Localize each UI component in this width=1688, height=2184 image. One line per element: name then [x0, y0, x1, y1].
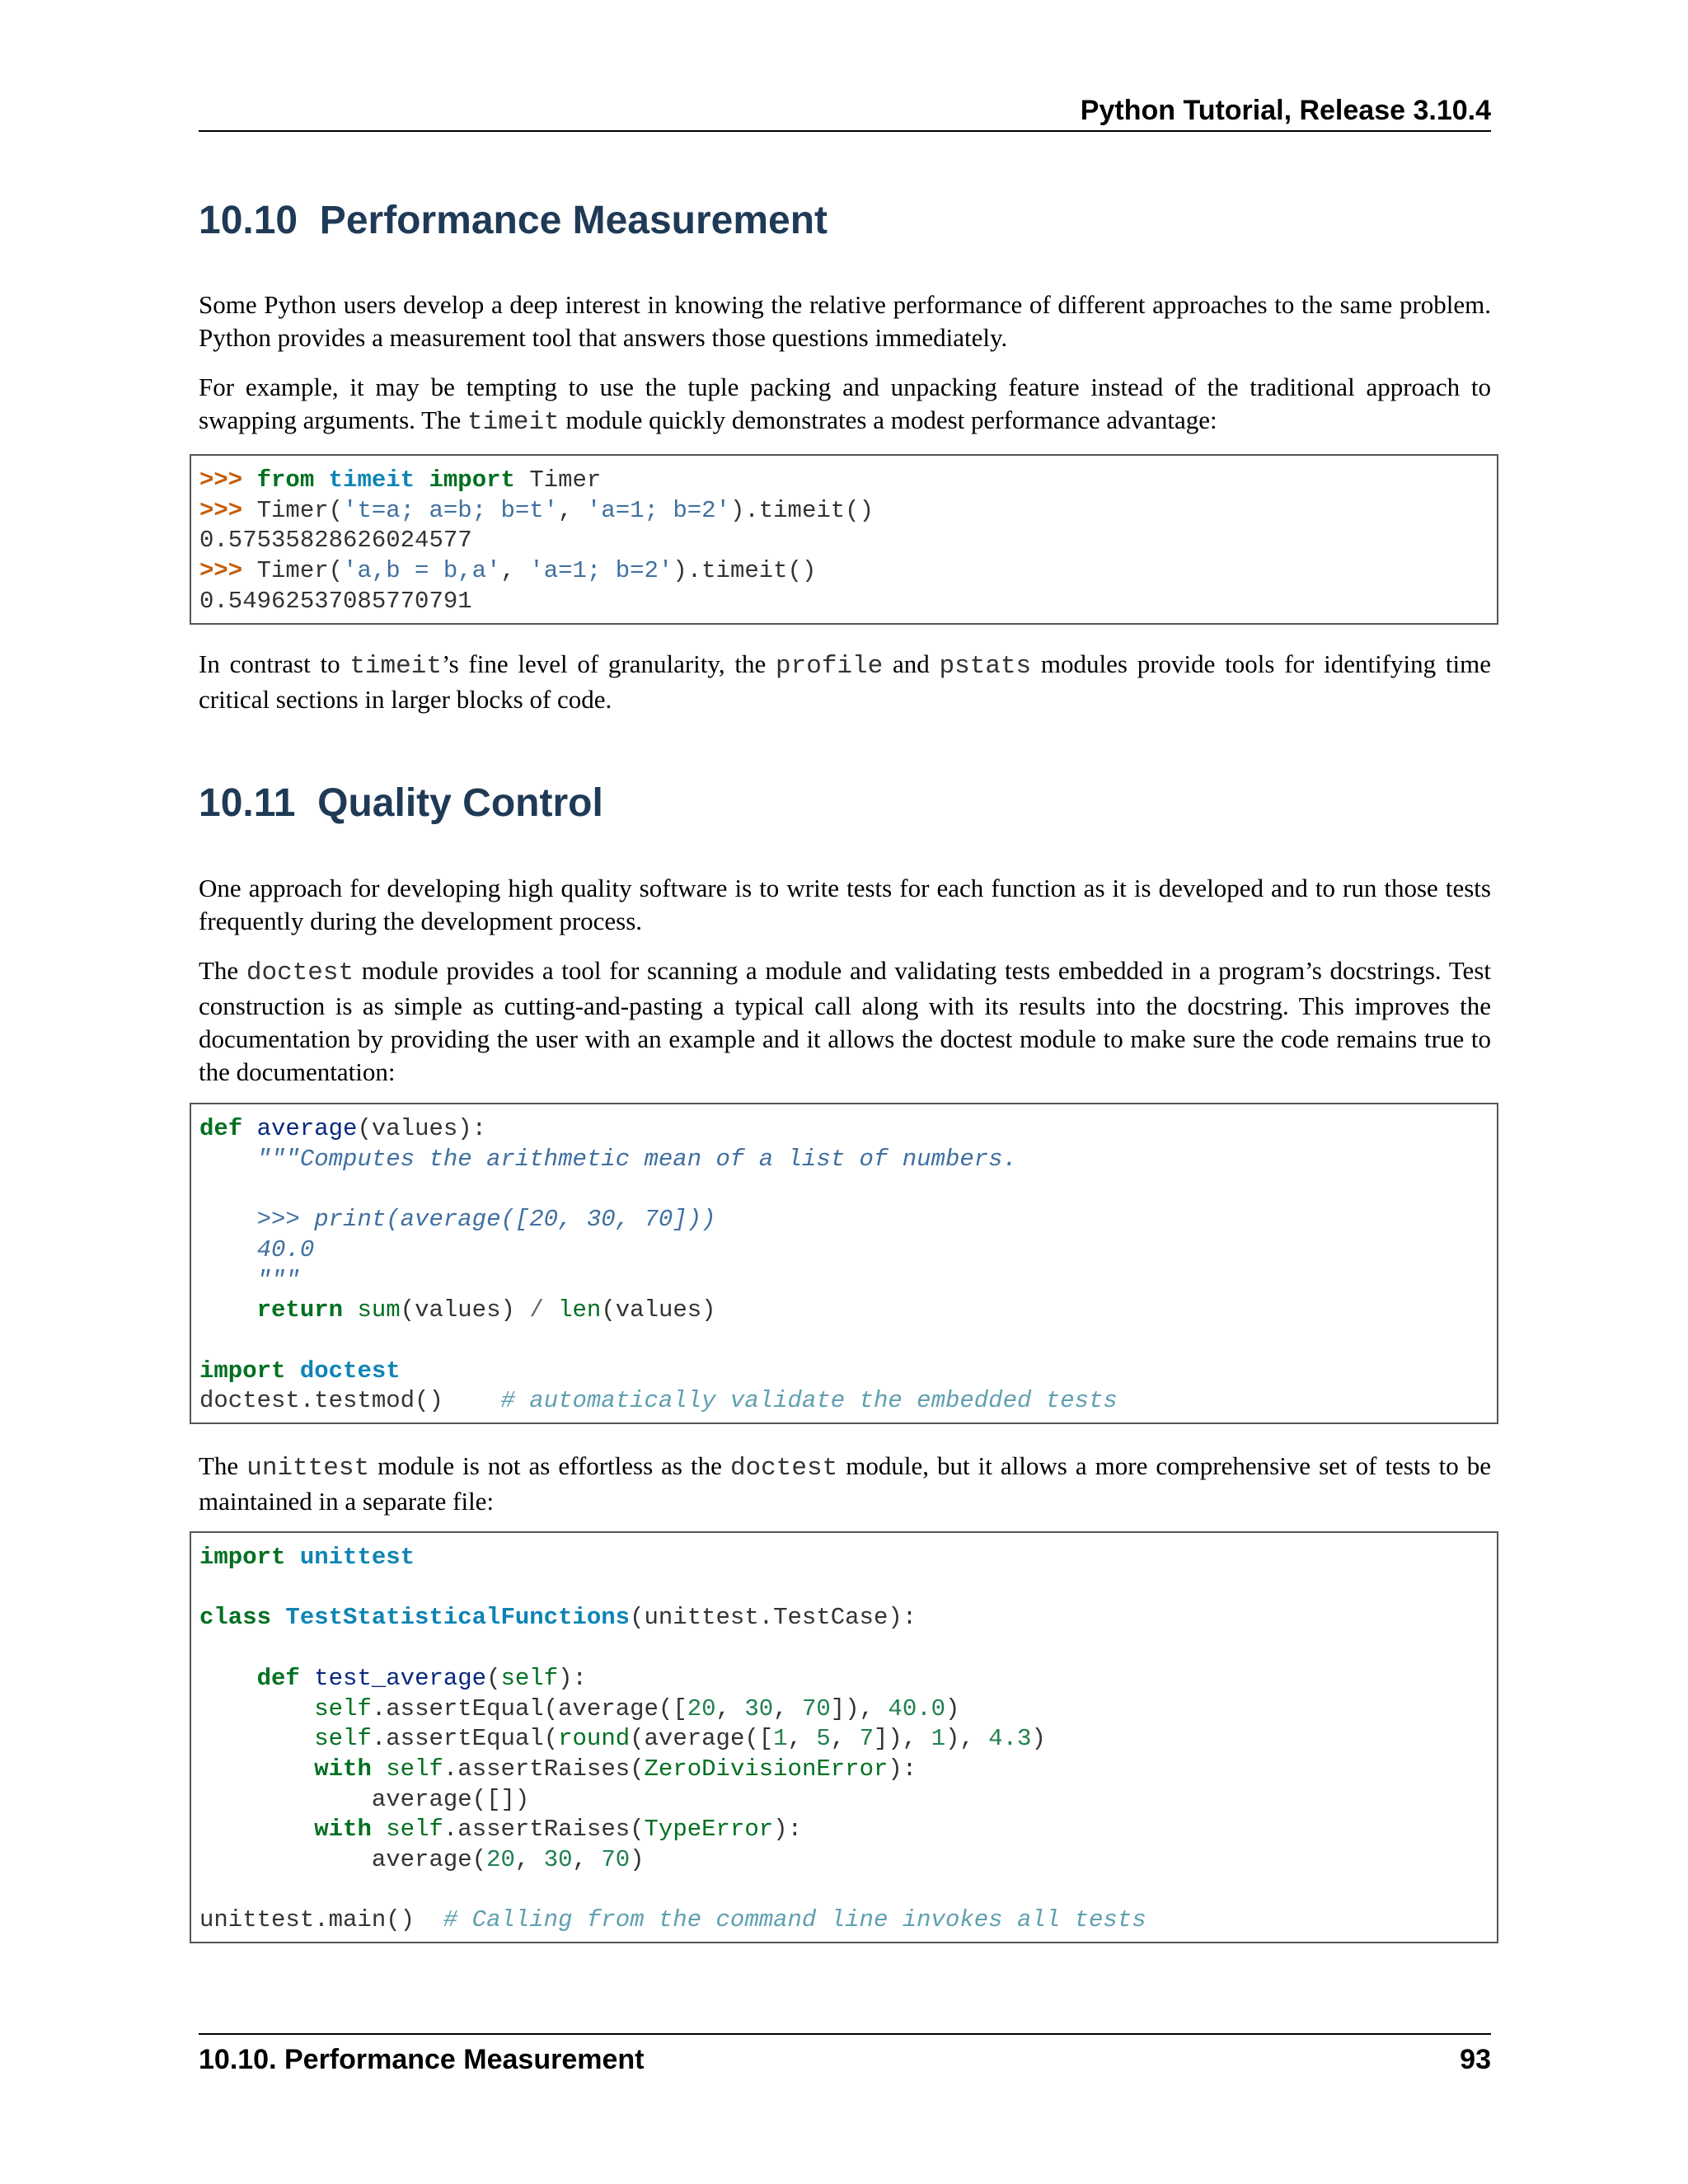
inline-code: profile [776, 652, 884, 681]
section-title: Quality Control [317, 781, 603, 825]
inline-code: doctest [729, 1454, 838, 1483]
paragraph: The unittest module is not as effortless as the doctest module, but it allows a more comprehensive set of tests to be maintained in a separate file: [199, 1451, 1492, 1516]
section-title: Performance Measurement [319, 199, 828, 242]
inline-code: pstats [939, 652, 1032, 681]
section-heading-performance [199, 196, 828, 246]
paragraph: For example, it may be tempting to use the tuple packing and unpacking feature instead of the traditional approach to swapping arguments. The timeit module quickly demonstrates a modest performance advantage: [199, 373, 1491, 437]
code-block-timeit: >>> from timeit import Timer >>> Timer('t=a; a=b; b=t', 'a=1; b=2').timeit() 0.57535828626024577 >>> Timer('a,b = b,a', 'a=1; b=2').timeit() 0.54962537085770791 [190, 454, 1498, 625]
inline-code: unittest [246, 1454, 370, 1483]
paragraph: One approach for developing high quality software is to write tests for each function as it is developed and to run those tests frequently during the development process. [199, 874, 1491, 935]
footer-rule [199, 2033, 1491, 2035]
section-number: 10.10 [199, 199, 298, 242]
header-rule [199, 130, 1491, 132]
code-block-unittest: import unittest class TestStatisticalFunctions(unittest.TestCase): def test_average(self): self.assertEqual(average([20, 30, 70]), 40.0) self.assertEqual(round(average([1, 5, 7]), 1), 4.3) with self.assertRaises(ZeroDivisionError): average([]) with self.assertRaises(TypeError): average(20, 30, 70) unittest.main() # Calling from the command line invokes all tests [190, 1531, 1498, 1943]
section-heading-quality-control [199, 779, 603, 828]
page-number: 93 [1460, 2044, 1491, 2075]
code-block-doctest: def average(values): """Computes the arithmetic mean of a list of numbers. >>> print(average([20, 30, 70])) 40.0 """ return sum(values) / len(values) import doctest doctest.testmod() # automatically validate the embedded tests [190, 1103, 1498, 1424]
paragraph: In contrast to timeit’s fine level of granularity, the profile and pstats modules provide tools for identifying time critical sections in larger blocks of code. [199, 649, 1491, 714]
section-number: 10.11 [199, 781, 296, 825]
running-header: Python Tutorial, Release 3.10.4 [1080, 95, 1491, 126]
inline-code: doctest [246, 958, 354, 987]
inline-code: timeit [467, 408, 560, 437]
paragraph: Some Python users develop a deep interest in knowing the relative performance of different approaches to the same problem. Python provides a measurement tool that answers those questions immediately. [199, 290, 1491, 352]
paragraph: The doctest module provides a tool for scanning a module and validating tests embedded in a program’s docstrings. Test construction is as simple as cutting-and-pasting a typical call along with its results into the docstring. This improves the documentation by providing the user with an example and it allows the doctest module to make sure the code remains true to the documentation: [199, 956, 1491, 1086]
inline-code: timeit [349, 652, 442, 681]
footer-section-title: 10.10. Performance Measurement [199, 2044, 645, 2075]
